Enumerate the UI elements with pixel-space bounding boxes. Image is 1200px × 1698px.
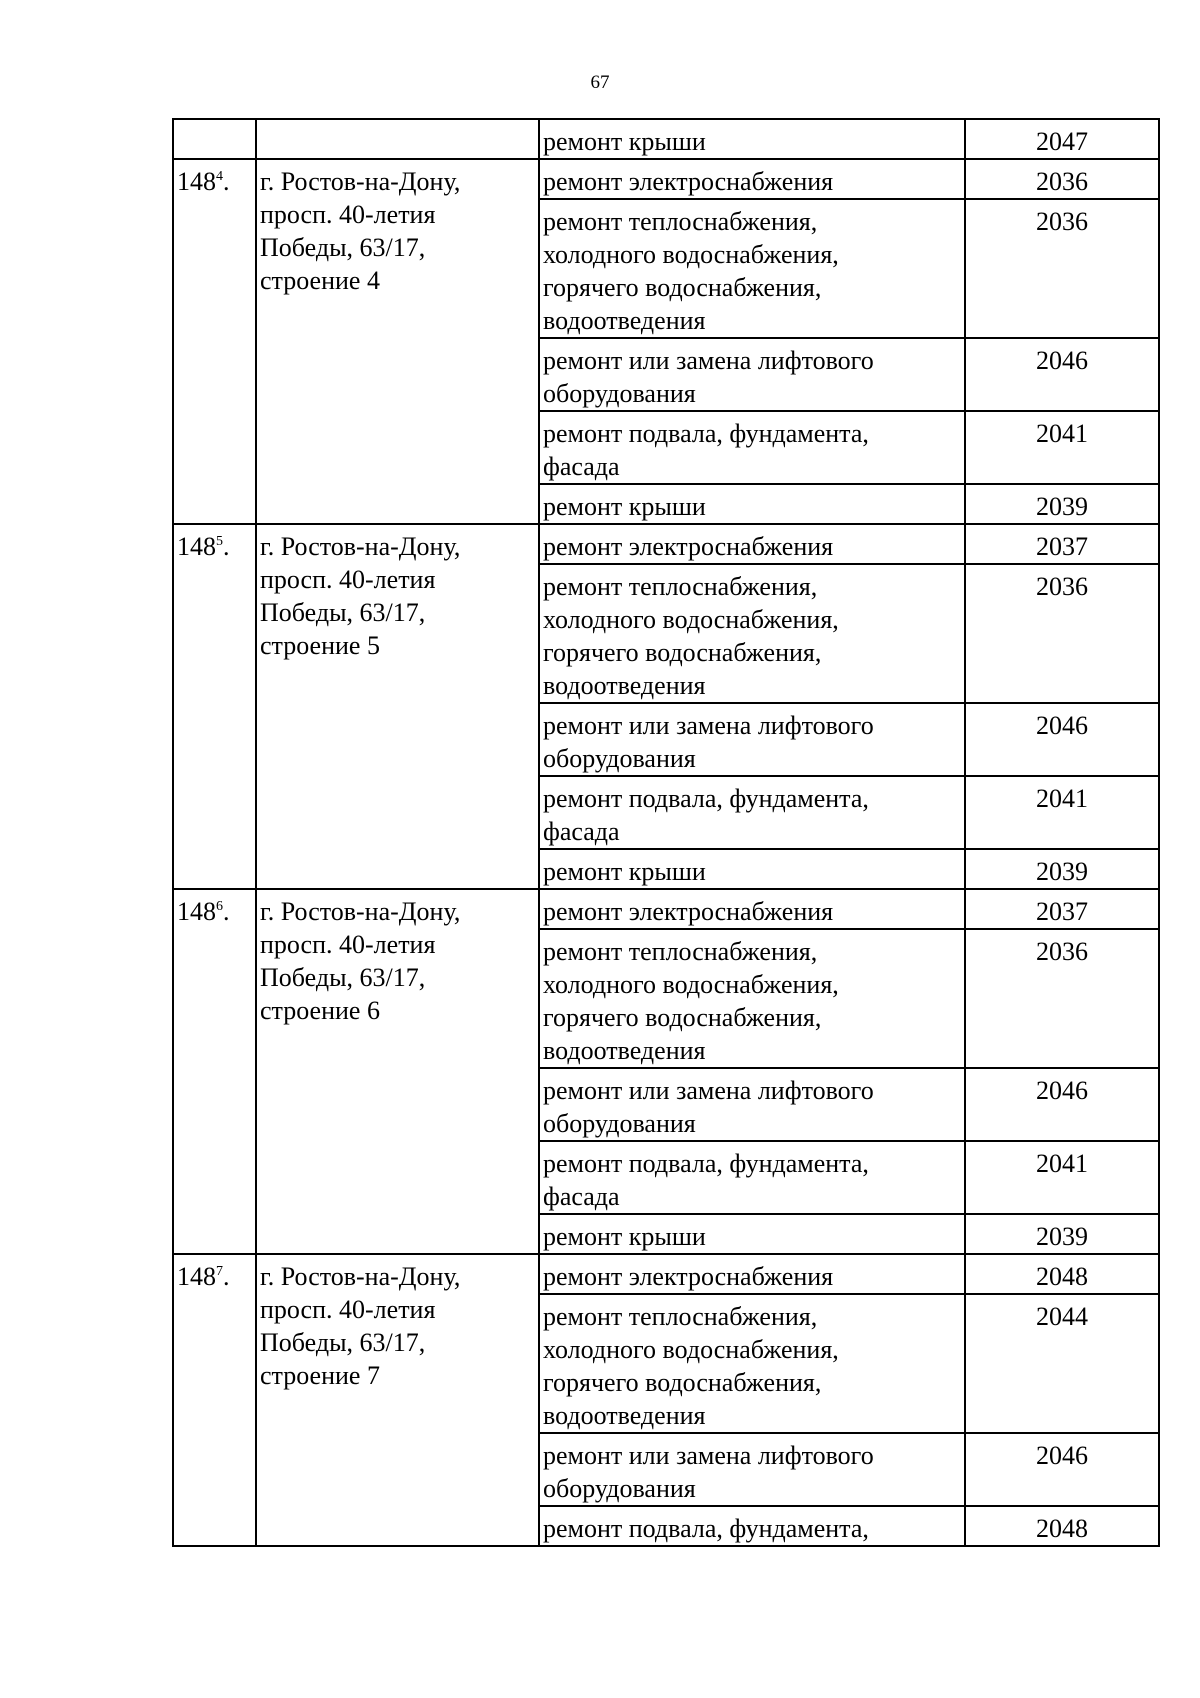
address-line: Победы, 63/17,: [260, 963, 426, 992]
work-type-line: водоотведения: [543, 306, 706, 335]
table-row: [173, 524, 1159, 564]
address-line: строение 5: [260, 631, 380, 660]
year-cell: 2036: [965, 159, 1159, 199]
item-number-cell: $148^5$.: [173, 524, 256, 889]
item-number-superscript: 7: [216, 1264, 223, 1279]
item-number-cell: $148^4$.: [173, 159, 256, 524]
address-cell: [256, 1254, 539, 1546]
work-type-line: оборудования: [543, 744, 696, 773]
registry-table-body: [173, 119, 1159, 1546]
address-line: Победы, 63/17,: [260, 1328, 426, 1357]
work-type-line: оборудования: [543, 379, 696, 408]
work-type-line: ремонт электроснабжения: [543, 897, 834, 926]
work-type-cell: [539, 564, 965, 703]
address-line: строение 7: [260, 1361, 380, 1390]
work-type-cell: [539, 524, 965, 564]
work-type-line: ремонт крыши: [543, 1222, 706, 1251]
work-type-line: ремонт теплоснабжения,: [543, 937, 818, 966]
address-line: г. Ростов-на-Дону,: [260, 167, 461, 196]
work-type-line: горячего водоснабжения,: [543, 1368, 822, 1397]
address-line: просп. 40-летия: [260, 930, 436, 959]
item-number: 148: [177, 167, 216, 196]
item-number-superscript: 5: [216, 534, 223, 549]
item-number: 148: [177, 532, 216, 561]
address-line: просп. 40-летия: [260, 200, 436, 229]
address-line: Победы, 63/17,: [260, 598, 426, 627]
work-type-line: ремонт подвала, фундамента,: [543, 784, 869, 813]
address-cell: [256, 889, 539, 1254]
work-type-line: ремонт или замена лифтового: [543, 711, 874, 740]
work-type-cell: [539, 703, 965, 776]
work-type-line: ремонт теплоснабжения,: [543, 207, 818, 236]
table-row: [173, 1254, 1159, 1294]
address-line: г. Ростов-на-Дону,: [260, 1262, 461, 1291]
work-type-line: фасада: [543, 1182, 620, 1211]
work-type-cell: [539, 411, 965, 484]
year-cell: 2048: [965, 1506, 1159, 1546]
address-line: строение 4: [260, 266, 380, 295]
item-number-cell: $148^6$.: [173, 889, 256, 1254]
work-type-cell: [539, 849, 965, 889]
work-type-cell: [539, 1254, 965, 1294]
work-type-line: ремонт или замена лифтового: [543, 1441, 874, 1470]
work-type-cell: [539, 1068, 965, 1141]
year-cell: 2041: [965, 776, 1159, 849]
work-type-line: фасада: [543, 452, 620, 481]
year-cell: 2046: [965, 338, 1159, 411]
work-type-line: холодного водоснабжения,: [543, 605, 839, 634]
address-cell: [256, 159, 539, 524]
work-type-cell: [539, 338, 965, 411]
year-cell: 2037: [965, 889, 1159, 929]
table-row: [173, 889, 1159, 929]
year-cell: 2047: [965, 119, 1159, 159]
item-number: 148: [177, 1262, 216, 1291]
work-type-cell: [539, 889, 965, 929]
work-type-line: ремонт теплоснабжения,: [543, 572, 818, 601]
year-cell: 2048: [965, 1254, 1159, 1294]
year-cell: 2036: [965, 929, 1159, 1068]
work-type-line: ремонт электроснабжения: [543, 167, 834, 196]
work-type-line: ремонт крыши: [543, 127, 706, 156]
work-type-line: горячего водоснабжения,: [543, 638, 822, 667]
work-type-cell: [539, 484, 965, 524]
year-cell: 2036: [965, 199, 1159, 338]
work-type-cell: [539, 1214, 965, 1254]
work-type-line: ремонт подвала, фундамента,: [543, 419, 869, 448]
year-cell: 2046: [965, 1068, 1159, 1141]
work-type-line: ремонт электроснабжения: [543, 1262, 834, 1291]
work-type-cell: [539, 929, 965, 1068]
work-type-line: ремонт или замена лифтового: [543, 346, 874, 375]
page-number: 67: [590, 72, 610, 93]
work-type-line: водоотведения: [543, 671, 706, 700]
item-number-superscript: 4: [216, 169, 223, 184]
year-cell: 2039: [965, 484, 1159, 524]
work-type-cell: [539, 1294, 965, 1433]
work-type-line: горячего водоснабжения,: [543, 1003, 822, 1032]
work-type-line: ремонт подвала, фундамента,: [543, 1149, 869, 1178]
year-cell: 2039: [965, 849, 1159, 889]
year-cell: 2041: [965, 1141, 1159, 1214]
item-number-cell: [173, 119, 256, 159]
year-cell: 2046: [965, 1433, 1159, 1506]
work-type-line: горячего водоснабжения,: [543, 273, 822, 302]
year-cell: 2036: [965, 564, 1159, 703]
address-cell: [256, 119, 539, 159]
work-type-line: ремонт электроснабжения: [543, 532, 834, 561]
address-line: Победы, 63/17,: [260, 233, 426, 262]
work-type-line: ремонт крыши: [543, 492, 706, 521]
work-type-line: холодного водоснабжения,: [543, 240, 839, 269]
address-line: строение 6: [260, 996, 380, 1025]
work-type-cell: [539, 1141, 965, 1214]
year-cell: 2041: [965, 411, 1159, 484]
year-cell: 2037: [965, 524, 1159, 564]
work-type-line: ремонт крыши: [543, 857, 706, 886]
table-row: [173, 119, 1159, 159]
address-line: г. Ростов-на-Дону,: [260, 532, 461, 561]
address-line: г. Ростов-на-Дону,: [260, 897, 461, 926]
work-type-line: фасада: [543, 817, 620, 846]
address-line: просп. 40-летия: [260, 1295, 436, 1324]
work-type-line: оборудования: [543, 1109, 696, 1138]
work-type-line: ремонт или замена лифтового: [543, 1076, 874, 1105]
work-type-line: оборудования: [543, 1474, 696, 1503]
work-type-line: холодного водоснабжения,: [543, 1335, 839, 1364]
work-type-line: ремонт теплоснабжения,: [543, 1302, 818, 1331]
table-row: [173, 159, 1159, 199]
work-type-cell: [539, 1433, 965, 1506]
work-type-cell: [539, 119, 965, 159]
item-number-superscript: 6: [216, 899, 223, 914]
year-cell: 2039: [965, 1214, 1159, 1254]
year-cell: 2046: [965, 703, 1159, 776]
work-type-cell: [539, 1506, 965, 1546]
item-number-cell: $148^7$.: [173, 1254, 256, 1546]
year-cell: 2044: [965, 1294, 1159, 1433]
registry-table: [172, 118, 1160, 1547]
work-type-cell: [539, 159, 965, 199]
work-type-line: водоотведения: [543, 1036, 706, 1065]
work-type-line: водоотведения: [543, 1401, 706, 1430]
item-number: 148: [177, 897, 216, 926]
work-type-cell: [539, 776, 965, 849]
address-line: просп. 40-летия: [260, 565, 436, 594]
address-cell: [256, 524, 539, 889]
work-type-line: ремонт подвала, фундамента,: [543, 1514, 869, 1543]
work-type-cell: [539, 199, 965, 338]
work-type-line: холодного водоснабжения,: [543, 970, 839, 999]
